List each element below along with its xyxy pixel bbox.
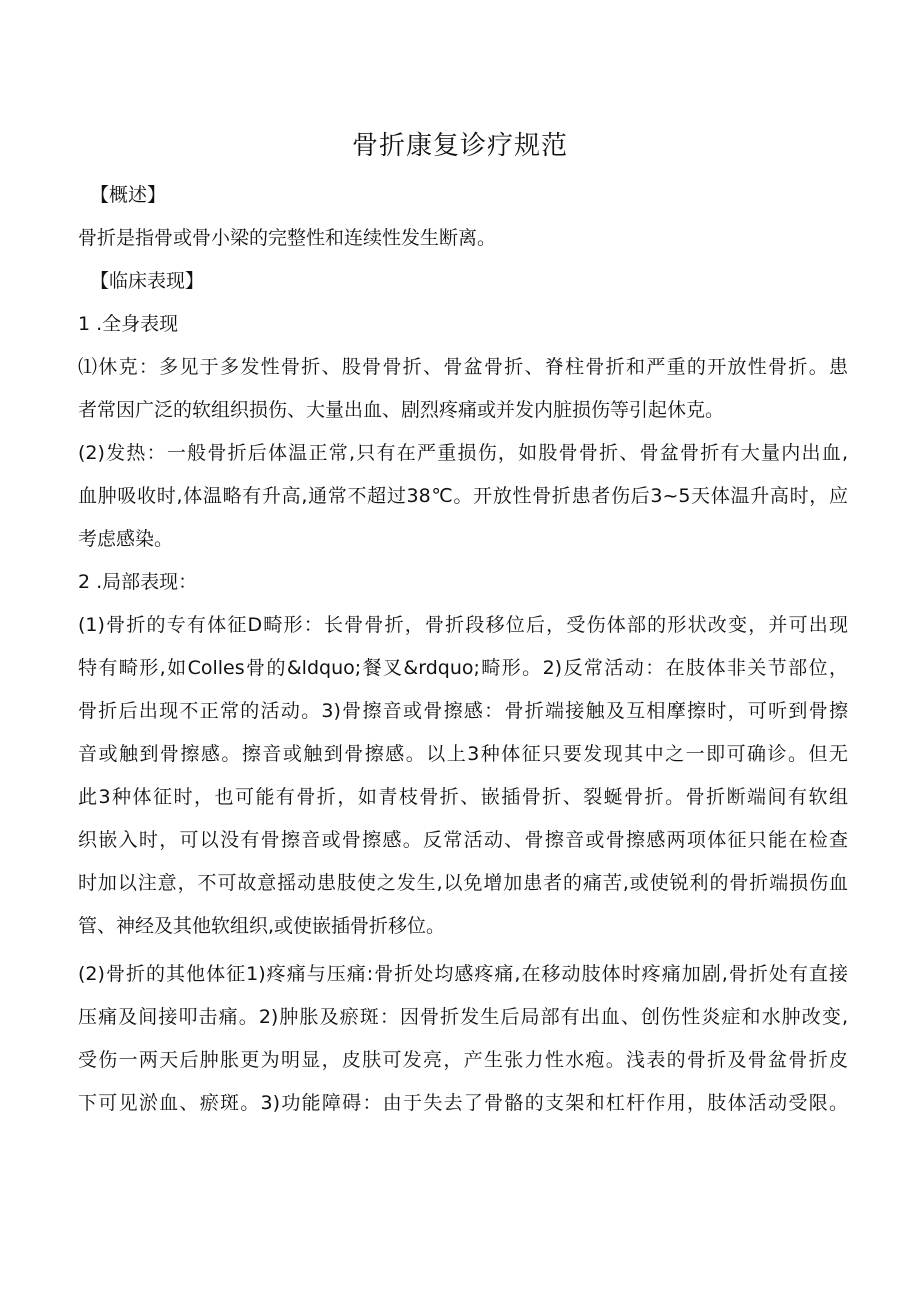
subsection-heading-local: 2 .局部表现： (78, 571, 198, 593)
section-heading-clinical: 【临床表现】 (90, 270, 205, 292)
paragraph-line: 考虑感染。 (78, 528, 174, 550)
paragraph-line: (1)骨折的专有体征D畸形：长骨骨折，骨折段移位后，受伤体部的形状改变，并可出现 (78, 614, 848, 636)
paragraph-line: 特有畸形,如Colles骨的&ldquo;餐叉&rdquo;畸形。2)反常活动：在肢体非关节部位， (78, 657, 848, 679)
document-title: 骨折康复诊疗规范 (351, 131, 568, 161)
paragraph-line: 音或触到骨擦感。擦音或触到骨擦感。以上3种体征只要发现其中之一即可确诊。但无 (78, 743, 848, 765)
paragraph-line: 骨折是指骨或骨小梁的完整性和连续性发生断离。 (78, 227, 497, 249)
subsection-heading-systemic: 1 .全身表现 (78, 313, 179, 335)
section-heading-overview: 【概述】 (90, 184, 167, 206)
paragraph-line: ⑴休克：多见于多发性骨折、股骨骨折、骨盆骨折、脊柱骨折和严重的开放性骨折。患 (78, 356, 848, 378)
paragraph-line: 管、神经及其他软组织,或使嵌插骨折移位。 (78, 915, 446, 937)
paragraph-line: 下可见淤血、瘀斑。3)功能障碍：由于失去了骨骼的支架和杠杆作用，肢体活动受限。 (78, 1092, 848, 1114)
paragraph-line: 骨折后出现不正常的活动。3)骨擦音或骨擦感：骨折端接触及互相摩擦时，可听到骨擦 (78, 700, 848, 722)
paragraph-line: 时加以注意，不可故意摇动患肢使之发生,以免增加患者的痛苦,或使锐利的骨折端损伤血 (78, 872, 848, 894)
paragraph-line: 者常因广泛的软组织损伤、大量出血、剧烈疼痛或并发内脏损伤等引起休克。 (78, 399, 725, 421)
paragraph-line: 受伤一两天后肿胀更为明显，皮肤可发亮，产生张力性水疱。浅表的骨折及骨盆骨折皮 (78, 1049, 848, 1071)
paragraph-line: 压痛及间接叩击痛。2)肿胀及瘀斑：因骨折发生后局部有出血、创伤性炎症和水肿改变, (78, 1006, 848, 1028)
paragraph-line: (2)骨折的其他体征1)疼痛与压痛:骨折处均感疼痛,在移动肢体时疼痛加剧,骨折处有直接 (78, 963, 848, 985)
paragraph-line: (2)发热：一般骨折后体温正常,只有在严重损伤，如股骨骨折、骨盆骨折有大量内出血, (78, 442, 848, 464)
paragraph-line: 织嵌入时，可以没有骨擦音或骨擦感。反常活动、骨擦音或骨擦感两项体征只能在检查 (78, 829, 848, 851)
paragraph-line: 此3种体征时，也可能有骨折，如青枝骨折、嵌插骨折、裂蜒骨折。骨折断端间有软组 (78, 786, 848, 808)
paragraph-line: 血肿吸收时,体温略有升高,通常不超过38℃。开放性骨折患者伤后3~5天体温升高时，应 (78, 485, 848, 507)
